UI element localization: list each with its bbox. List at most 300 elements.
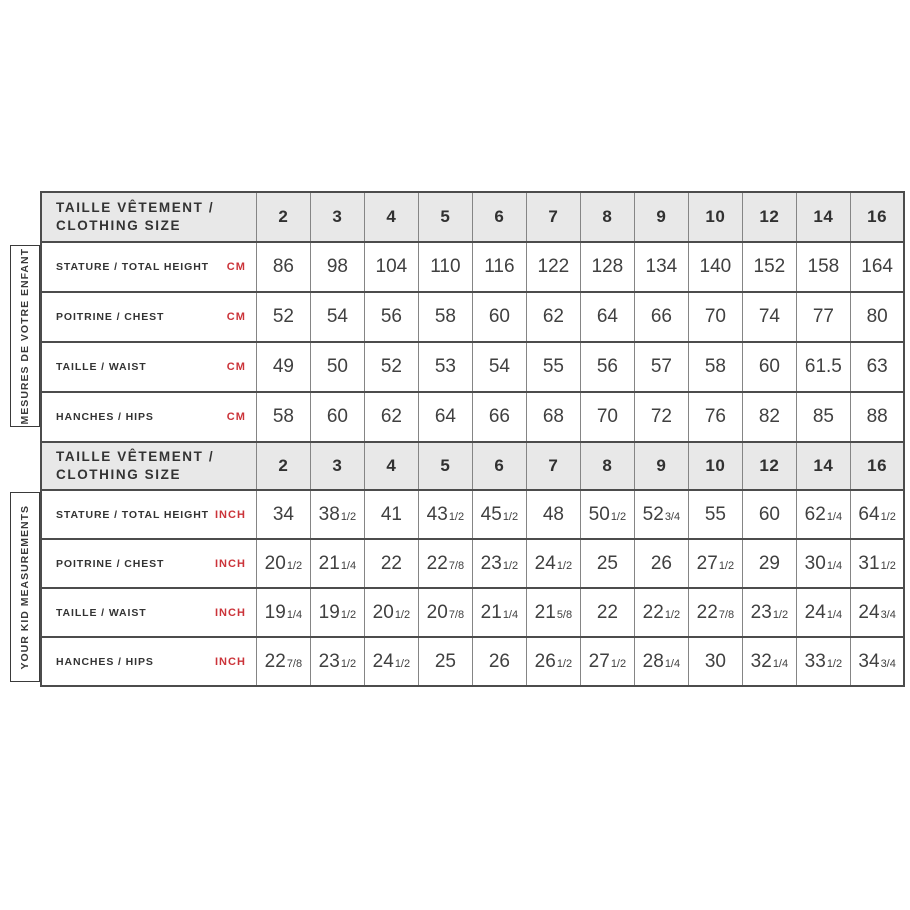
side-label-inch: YOUR KID MEASUREMENTS — [19, 504, 31, 670]
cell-value — [418, 292, 472, 342]
cell-value — [526, 637, 580, 686]
value-whole: 43 — [426, 503, 448, 525]
row-label-wrap — [56, 261, 246, 273]
cell-value — [526, 342, 580, 392]
value-fraction: 3/4 — [664, 510, 681, 523]
value-whole: 19 — [318, 601, 340, 623]
cell-value — [688, 539, 742, 588]
size-column-header: 8 — [580, 192, 634, 242]
value-whole: 60 — [488, 306, 510, 327]
cell-value — [526, 392, 580, 442]
cell-value — [688, 292, 742, 342]
value-whole: 164 — [861, 256, 893, 277]
cell-value — [418, 637, 472, 686]
cell-value — [796, 588, 850, 637]
cell-value — [364, 342, 418, 392]
cell-value — [688, 242, 742, 292]
value-whole: 29 — [758, 552, 780, 574]
cell-value — [364, 637, 418, 686]
value-fraction: 1/2 — [880, 510, 896, 523]
cell-value — [796, 242, 850, 292]
row-label: TAILLE / WAIST — [56, 361, 147, 373]
side-label-box-inch — [10, 492, 40, 682]
size-column-header: 9 — [634, 192, 688, 242]
cell-value — [310, 637, 364, 686]
value-fraction: 1/2 — [394, 657, 411, 670]
header-title-line2: CLOTHING SIZE — [56, 218, 182, 233]
value-fraction: 7/8 — [448, 559, 465, 572]
row-label: HANCHES / HIPS — [56, 655, 154, 668]
cell-value — [256, 342, 310, 392]
value-whole: 30 — [804, 552, 826, 574]
cell-value — [256, 392, 310, 442]
value-whole: 70 — [596, 406, 618, 427]
cell-value — [472, 490, 526, 539]
cell-value — [742, 342, 796, 392]
unit-label: INCH — [215, 557, 246, 570]
value-whole: 60 — [758, 503, 780, 525]
value-whole: 24 — [804, 601, 826, 623]
row-label-cell — [41, 292, 256, 342]
row-label: STATURE / TOTAL HEIGHT — [56, 261, 209, 273]
size-column-header: 3 — [310, 192, 364, 242]
cell-value — [526, 242, 580, 292]
cell-value — [850, 588, 904, 637]
value-whole: 28 — [642, 650, 664, 672]
value-whole: 122 — [537, 256, 570, 277]
cell-value — [850, 539, 904, 588]
value-whole: 158 — [807, 256, 840, 277]
value-fraction: 1/2 — [340, 608, 357, 621]
value-whole: 128 — [591, 256, 624, 277]
row-label-cell — [41, 637, 256, 686]
cell-value — [580, 342, 634, 392]
value-whole: 33 — [804, 650, 826, 672]
cell-value — [526, 292, 580, 342]
cell-value — [688, 637, 742, 686]
cell-value — [634, 292, 688, 342]
value-whole: 21 — [318, 552, 340, 574]
cell-value — [418, 588, 472, 637]
value-whole: 116 — [484, 256, 515, 277]
value-whole: 62 — [380, 406, 402, 427]
unit-label: CM — [226, 411, 246, 423]
value-fraction: 7/8 — [286, 657, 303, 670]
value-fraction: 1/2 — [340, 510, 357, 523]
side-label-cm: MESURES DE VOTRE ENFANT — [19, 247, 31, 425]
cell-value — [418, 342, 472, 392]
cell-value — [364, 392, 418, 442]
size-column-header: 16 — [850, 192, 904, 242]
value-whole: 23 — [750, 601, 772, 623]
row-label-wrap — [56, 411, 246, 423]
value-whole: 48 — [542, 503, 564, 525]
cell-value — [310, 292, 364, 342]
value-whole: 52 — [272, 306, 294, 327]
value-whole: 22 — [380, 552, 402, 574]
row-label-cell — [41, 490, 256, 539]
cell-value — [634, 342, 688, 392]
value-whole: 26 — [488, 650, 510, 672]
unit-label: CM — [226, 361, 246, 373]
size-column-header: 4 — [364, 192, 418, 242]
value-whole: 21 — [534, 601, 556, 623]
size-header-title-cell — [41, 192, 256, 242]
cell-value — [580, 539, 634, 588]
value-fraction: 1/4 — [826, 559, 843, 572]
value-whole: 80 — [866, 306, 888, 327]
size-header-row — [41, 192, 904, 242]
value-fraction: 1/4 — [826, 608, 843, 621]
size-column-header: 10 — [688, 442, 742, 490]
unit-label: CM — [226, 261, 246, 273]
size-column-header: 14 — [796, 192, 850, 242]
value-fraction: 3/4 — [880, 657, 896, 670]
size-column-header: 6 — [472, 192, 526, 242]
cell-value — [850, 242, 904, 292]
value-whole: 50 — [326, 356, 348, 377]
cell-value — [256, 637, 310, 686]
cell-value — [850, 342, 904, 392]
cell-value — [526, 539, 580, 588]
cell-value — [634, 242, 688, 292]
value-whole: 70 — [704, 306, 726, 327]
cell-value — [688, 342, 742, 392]
cell-value — [418, 392, 472, 442]
cell-value — [256, 539, 310, 588]
value-whole: 19 — [264, 601, 286, 623]
value-fraction: 1/4 — [772, 657, 789, 670]
value-whole: 22 — [426, 552, 448, 574]
cell-value — [796, 392, 850, 442]
value-whole: 23 — [318, 650, 340, 672]
cell-value — [256, 242, 310, 292]
table-row — [41, 490, 904, 539]
value-whole: 27 — [696, 552, 718, 574]
value-whole: 55 — [704, 503, 726, 525]
value-whole: 24 — [534, 552, 556, 574]
value-whole: 62 — [542, 306, 564, 327]
cell-value — [364, 490, 418, 539]
value-fraction: 1/2 — [880, 559, 896, 572]
value-fraction: 1/4 — [340, 559, 357, 572]
size-column-header: 14 — [796, 442, 850, 490]
table-row — [41, 392, 904, 442]
value-fraction: 1/2 — [556, 657, 573, 670]
value-fraction: 1/4 — [664, 657, 681, 670]
cell-value — [526, 588, 580, 637]
cell-value — [418, 490, 472, 539]
cell-value — [688, 392, 742, 442]
cell-value — [580, 490, 634, 539]
value-fraction: 1/2 — [448, 510, 465, 523]
cell-value — [310, 539, 364, 588]
value-whole: 62 — [804, 503, 826, 525]
value-whole: 22 — [642, 601, 664, 623]
cell-value — [472, 242, 526, 292]
cell-value — [310, 342, 364, 392]
value-fraction: 1/2 — [394, 608, 411, 621]
cell-value — [634, 637, 688, 686]
value-whole: 98 — [326, 256, 348, 277]
table-row — [41, 539, 904, 588]
row-label-wrap — [56, 607, 246, 619]
value-whole: 152 — [753, 256, 786, 277]
value-whole: 104 — [375, 256, 408, 277]
value-whole: 68 — [542, 406, 564, 427]
value-whole: 58 — [272, 406, 294, 427]
cell-value — [634, 588, 688, 637]
cell-value — [472, 392, 526, 442]
value-whole: 63 — [866, 356, 888, 377]
value-whole: 60 — [758, 356, 780, 377]
value-fraction: 3/4 — [880, 608, 896, 621]
cell-value — [850, 292, 904, 342]
table-row — [41, 342, 904, 392]
cell-value — [310, 588, 364, 637]
table-row — [41, 588, 904, 637]
value-fraction: 1/4 — [286, 608, 303, 621]
value-whole: 22 — [264, 650, 286, 672]
cell-value — [472, 539, 526, 588]
size-column-header: 8 — [580, 442, 634, 490]
unit-label: INCH — [215, 606, 246, 619]
size-column-header: 5 — [418, 192, 472, 242]
cell-value — [256, 490, 310, 539]
row-label-cell — [41, 342, 256, 392]
row-label-wrap — [56, 558, 246, 570]
value-whole: 38 — [318, 503, 340, 525]
value-fraction: 1/2 — [718, 559, 735, 572]
value-whole: 25 — [434, 650, 456, 672]
size-chart-body — [41, 192, 904, 686]
table-row — [41, 242, 904, 292]
cell-value — [742, 242, 796, 292]
value-whole: 20 — [264, 552, 286, 574]
cell-value — [364, 539, 418, 588]
cell-value — [580, 637, 634, 686]
cell-value — [364, 588, 418, 637]
cell-value — [256, 292, 310, 342]
cell-value — [364, 242, 418, 292]
value-whole: 72 — [650, 406, 672, 427]
value-whole: 26 — [534, 650, 556, 672]
value-whole: 49 — [272, 356, 294, 377]
size-header-title-cell — [41, 442, 256, 490]
cell-value — [850, 490, 904, 539]
header-title-line2: CLOTHING SIZE — [56, 467, 182, 482]
row-label-wrap — [56, 311, 246, 323]
cell-value — [634, 392, 688, 442]
cell-value — [688, 490, 742, 539]
cell-value — [472, 588, 526, 637]
row-label-wrap — [56, 656, 246, 668]
header-title-line1: TAILLE VÊTEMENT / — [56, 449, 215, 465]
size-column-header: 7 — [526, 442, 580, 490]
value-whole: 86 — [272, 256, 294, 277]
cell-value — [310, 490, 364, 539]
size-column-header: 2 — [256, 192, 310, 242]
value-whole: 110 — [430, 256, 461, 277]
value-fraction: 7/8 — [718, 608, 735, 621]
value-whole: 27 — [588, 650, 610, 672]
value-whole: 24 — [858, 601, 880, 623]
value-whole: 41 — [380, 503, 402, 525]
table-row — [41, 637, 904, 686]
row-label-wrap — [56, 361, 246, 373]
cell-value — [526, 490, 580, 539]
row-label-cell — [41, 588, 256, 637]
cell-value — [742, 588, 796, 637]
row-label: TAILLE / WAIST — [56, 606, 147, 619]
cell-value — [580, 588, 634, 637]
size-column-header: 5 — [418, 442, 472, 490]
value-fraction: 1/4 — [502, 608, 519, 621]
size-column-header: 9 — [634, 442, 688, 490]
value-whole: 26 — [650, 552, 672, 574]
row-label-cell — [41, 242, 256, 292]
cell-value — [742, 539, 796, 588]
value-whole: 64 — [596, 306, 618, 327]
value-fraction: 1/2 — [610, 657, 627, 670]
cell-value — [580, 392, 634, 442]
value-whole: 54 — [488, 356, 510, 377]
cell-value — [472, 342, 526, 392]
value-fraction: 1/2 — [286, 559, 303, 572]
side-label-box-cm — [10, 245, 40, 427]
row-label: POITRINE / CHEST — [56, 557, 165, 570]
value-fraction: 1/2 — [664, 608, 681, 621]
cell-value — [364, 292, 418, 342]
size-column-header: 7 — [526, 192, 580, 242]
value-whole: 134 — [645, 256, 678, 277]
value-whole: 61.5 — [804, 356, 842, 377]
cell-value — [688, 588, 742, 637]
value-whole: 64 — [858, 503, 880, 525]
value-whole: 22 — [696, 601, 718, 623]
value-whole: 85 — [812, 406, 834, 427]
table-row — [41, 292, 904, 342]
cell-value — [796, 342, 850, 392]
cell-value — [472, 292, 526, 342]
value-whole: 23 — [480, 552, 502, 574]
value-whole: 76 — [704, 406, 726, 427]
value-fraction: 5/8 — [556, 608, 573, 621]
unit-label: INCH — [215, 655, 246, 668]
cell-value — [310, 392, 364, 442]
value-whole: 34 — [858, 650, 880, 672]
cell-value — [418, 539, 472, 588]
row-label: STATURE / TOTAL HEIGHT — [56, 508, 209, 521]
size-chart-table — [40, 191, 905, 687]
value-fraction: 1/2 — [502, 559, 519, 572]
value-whole: 52 — [380, 356, 402, 377]
value-whole: 88 — [866, 406, 888, 427]
value-whole: 21 — [480, 601, 502, 623]
value-whole: 77 — [812, 306, 834, 327]
unit-label: CM — [226, 311, 246, 323]
value-whole: 34 — [272, 503, 294, 525]
value-whole: 45 — [480, 503, 502, 525]
value-whole: 50 — [588, 503, 610, 525]
cell-value — [850, 392, 904, 442]
cell-value — [742, 292, 796, 342]
value-fraction: 7/8 — [448, 608, 465, 621]
cell-value — [634, 539, 688, 588]
cell-value — [742, 392, 796, 442]
cell-value — [580, 292, 634, 342]
cell-value — [850, 637, 904, 686]
size-column-header: 2 — [256, 442, 310, 490]
value-whole: 66 — [488, 406, 510, 427]
value-whole: 24 — [372, 650, 394, 672]
value-whole: 54 — [326, 306, 348, 327]
size-column-header: 3 — [310, 442, 364, 490]
cell-value — [310, 242, 364, 292]
value-whole: 64 — [434, 406, 456, 427]
header-title-line1: TAILLE VÊTEMENT / — [56, 200, 215, 216]
cell-value — [634, 490, 688, 539]
value-whole: 30 — [704, 650, 726, 672]
value-whole: 56 — [596, 356, 618, 377]
cell-value — [796, 539, 850, 588]
size-header-row — [41, 442, 904, 490]
value-whole: 20 — [372, 601, 394, 623]
cell-value — [418, 242, 472, 292]
size-column-header: 4 — [364, 442, 418, 490]
value-whole: 140 — [699, 256, 732, 277]
size-column-header: 12 — [742, 192, 796, 242]
row-label: POITRINE / CHEST — [56, 311, 165, 323]
row-label-cell — [41, 539, 256, 588]
cell-value — [742, 637, 796, 686]
row-label-cell — [41, 392, 256, 442]
value-whole: 56 — [380, 306, 402, 327]
cell-value — [742, 490, 796, 539]
cell-value — [796, 292, 850, 342]
value-whole: 66 — [650, 306, 672, 327]
unit-label: INCH — [215, 508, 246, 521]
value-whole: 22 — [596, 601, 618, 623]
value-whole: 25 — [596, 552, 618, 574]
value-whole: 82 — [758, 406, 780, 427]
size-column-header: 6 — [472, 442, 526, 490]
value-fraction: 1/2 — [826, 657, 843, 670]
cell-value — [580, 242, 634, 292]
value-fraction: 1/2 — [556, 559, 573, 572]
value-whole: 53 — [434, 356, 456, 377]
cell-value — [796, 490, 850, 539]
value-whole: 74 — [758, 306, 780, 327]
value-fraction: 1/2 — [502, 510, 519, 523]
cell-value — [796, 637, 850, 686]
row-label-wrap — [56, 509, 246, 521]
value-whole: 55 — [542, 356, 564, 377]
size-column-header: 10 — [688, 192, 742, 242]
value-fraction: 1/2 — [772, 608, 789, 621]
row-label: HANCHES / HIPS — [56, 411, 154, 423]
value-whole: 58 — [704, 356, 726, 377]
value-whole: 52 — [642, 503, 664, 525]
cell-value — [472, 637, 526, 686]
size-column-header: 12 — [742, 442, 796, 490]
value-fraction: 1/4 — [826, 510, 843, 523]
cell-value — [256, 588, 310, 637]
value-whole: 32 — [750, 650, 772, 672]
value-fraction: 1/2 — [610, 510, 627, 523]
size-column-header: 16 — [850, 442, 904, 490]
value-whole: 57 — [650, 356, 672, 377]
